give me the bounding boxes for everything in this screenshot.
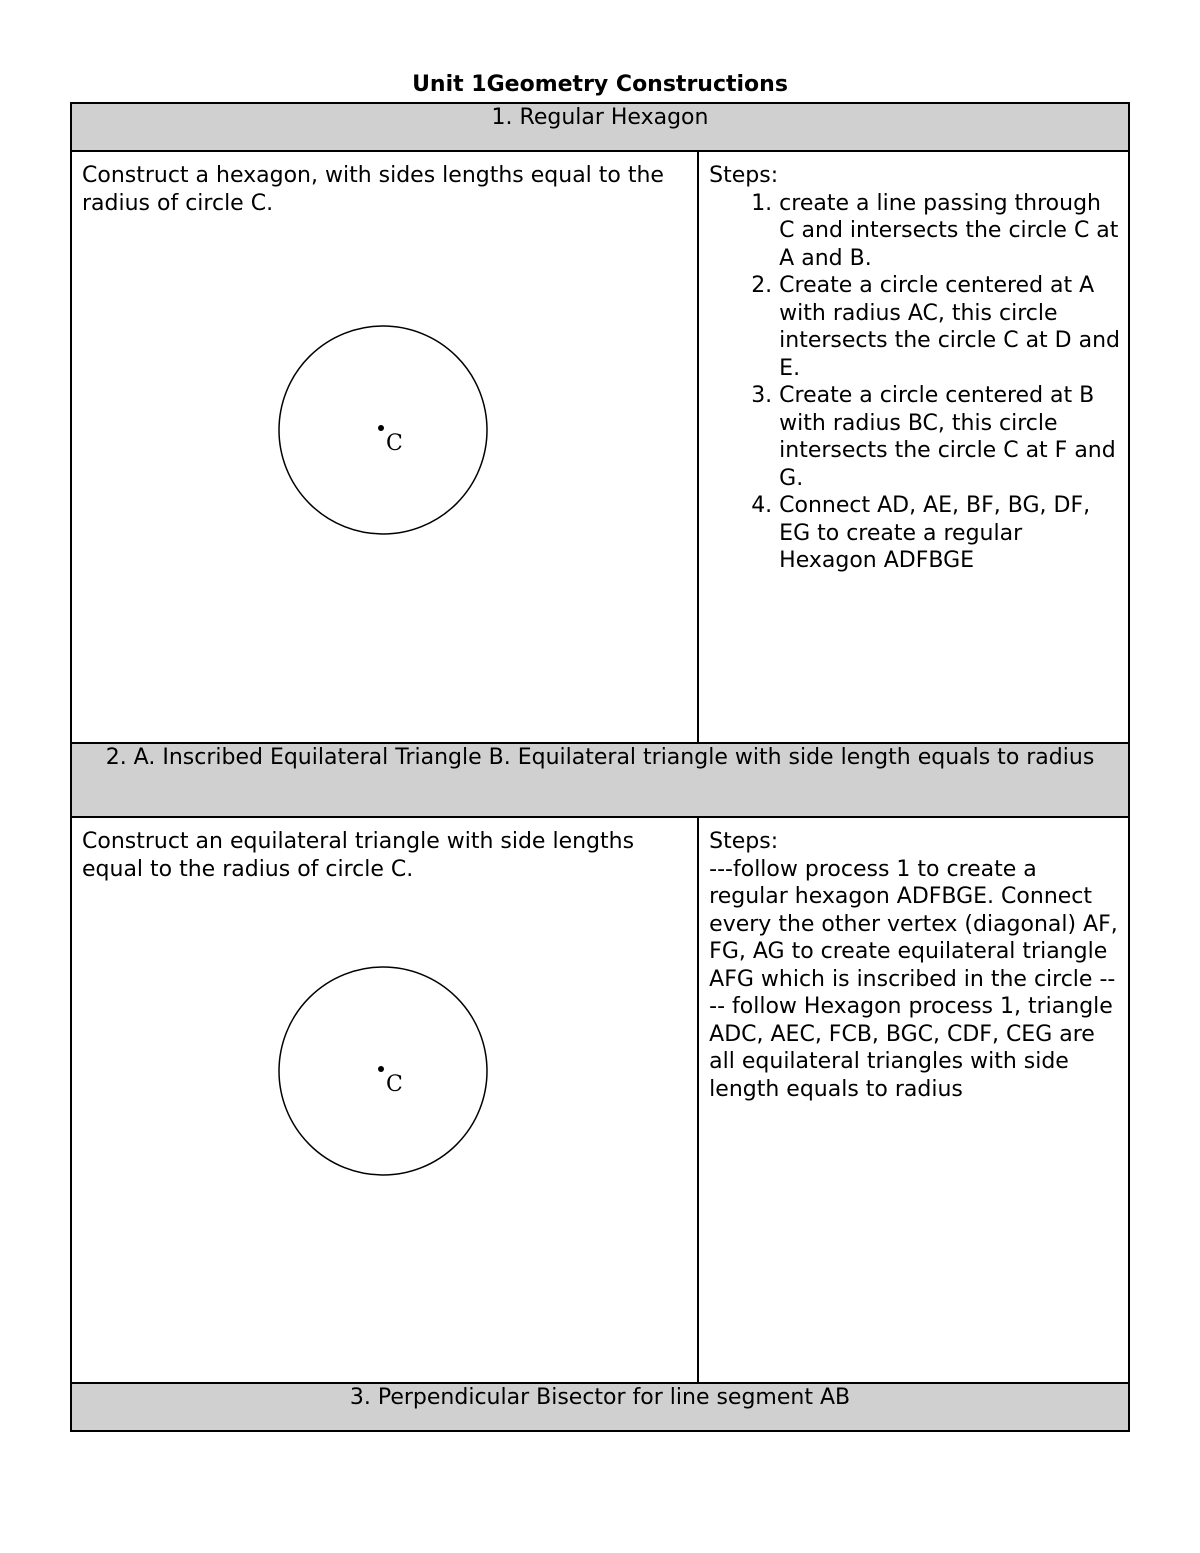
steps-text: ---follow process 1 to create a regular hexagon ADFBGE. Connect every the other vertex (diagonal) AF, FG, AG to create equilateral triangle AFG which is inscribed in the circle ---- follow Hexagon process 1, triangle ADC, AEC, FCB, BGC, CDF, CEG are all equilateral triangles with side length equals to radius	[709, 856, 1118, 1102]
section-1-steps	[699, 152, 1128, 575]
center-point	[378, 1066, 384, 1072]
steps-list	[709, 190, 1120, 575]
section-1-figure	[72, 217, 697, 637]
step-item: 2. Create a circle centered at A with radius AC, this circle intersects the circle C at D and E.	[779, 272, 1120, 382]
section-3-heading: 3. Perpendicular Bisector for line segment AB	[71, 1383, 1129, 1431]
section-2-heading: 2. A. Inscribed Equilateral Triangle B. Equilateral triangle with side length equals to radius	[71, 743, 1129, 817]
center-label: C	[386, 1072, 403, 1097]
step-item: 3. Create a circle centered at B with radius BC, this circle intersects the circle C at F and G.	[779, 382, 1120, 492]
section-1-prompt: Construct a hexagon, with sides lengths equal to the radius of circle C.	[82, 163, 664, 216]
section-2-left-cell	[71, 817, 698, 1383]
document-title: Unit 1Geometry Constructions	[412, 72, 788, 97]
circle-c-diagram	[72, 217, 698, 637]
steps-label: Steps:	[709, 829, 779, 854]
section-3-header-row	[71, 1383, 1129, 1431]
section-1-heading: 1. Regular Hexagon	[71, 103, 1129, 151]
section-2-header-row	[71, 743, 1129, 817]
section-2-right-cell	[698, 817, 1129, 1383]
section-2-figure	[72, 883, 697, 1283]
constructions-sheet	[70, 102, 1130, 1432]
section-2-body-row	[71, 817, 1129, 1383]
section-1-right-cell	[698, 151, 1129, 743]
section-2-prompt: Construct an equilateral triangle with side lengths equal to the radius of circle C.	[82, 829, 635, 882]
circle-c-diagram	[72, 883, 698, 1283]
step-item: 4. Connect AD, AE, BF, BG, DF, EG to create a regular Hexagon ADFBGE	[779, 492, 1120, 575]
section-1-left-cell	[71, 151, 698, 743]
center-label: C	[386, 431, 403, 456]
steps-label: Steps:	[709, 163, 779, 188]
center-point	[378, 425, 384, 431]
step-item: 1. create a line passing through C and intersects the circle C at A and B.	[779, 190, 1120, 273]
section-1-header-row	[71, 103, 1129, 151]
section-1-body-row	[71, 151, 1129, 743]
constructions-table	[70, 102, 1130, 1432]
section-2-steps	[699, 818, 1128, 1103]
